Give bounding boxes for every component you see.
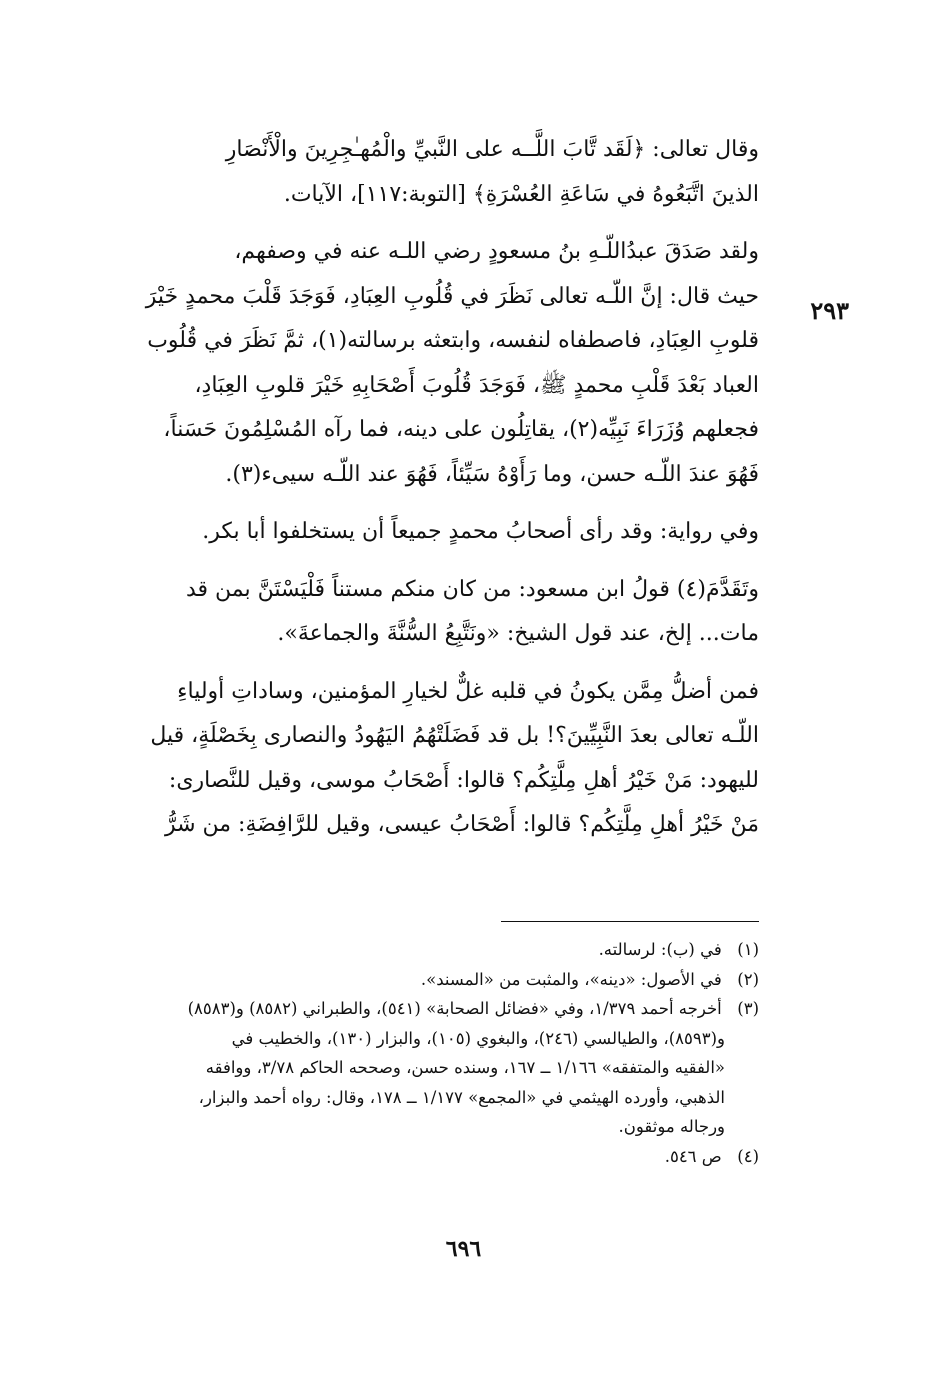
text-line: مَنْ خَيْرُ أهلِ مِلَّتِكُم؟ قالوا: أَصْحَابُ عيسى، وقيل للرَّافِضَةِ: من شَرُّ (164, 812, 759, 837)
text-line: اللّـه تعالى بعدَ النَّبِيِّينَ؟! بل قد فَضَلَتْهُمُ اليَهُودُ والنصارى بِخَصْلَةٍ، قيل (150, 723, 759, 748)
paragraph-5 (91, 670, 759, 848)
text-line: فمن أضلُّ مِمَّن يكونُ في قلبه غلٌّ لخيارِ المؤمنين، وساداتِ أولياءِ (177, 678, 759, 704)
footnote-text: ورجاله موثقون. (618, 1117, 725, 1136)
paragraph-1 (91, 128, 759, 217)
text-line: فَهُوَ عندَ اللّـه حسن، وما رَأَوْهُ سَيِّئاً، فَهُوَ عند اللّـه سيىء(٣). (225, 461, 759, 487)
footnote-2 (91, 965, 759, 995)
footnote-3 (91, 994, 759, 1024)
paragraph-2 (91, 230, 759, 497)
text-line: فجعلهم وُزَرَاءَ نَبِيِّه(٢)، يقاتِلُون على دينه، فما رآه المُسْلِمُونَ حَسَناً، (163, 417, 759, 442)
footnote-text: و(٨٥٩٣)، والطيالسي (٢٤٦)، والبغوي (١٠٥)، والبزار (١٣٠)، والخطيب في (231, 1028, 725, 1048)
text-line: العباد بَعْدَ قَلْبِ محمدٍ ﷺ، فَوَجَدَ قُلُوبَ أَصْحَابِهِ خَيْرَ قلوبِ العِبَادِ، (194, 372, 759, 398)
footnote-text: الذهبي، وأورده الهيثمي في «المجمع» ١/١٧٧ ــ ١٧٨، وقال: رواه أحمد والبزار، (198, 1087, 725, 1107)
paragraph-3 (91, 510, 759, 555)
margin-number: ٢٩٣ (810, 296, 849, 325)
text-line: لليهود: مَنْ خَيْرُ أهلِ مِلَّتِكُم؟ قالوا: أَصْحَابُ موسى، وقيل للنَّصارى: (168, 767, 759, 793)
footnote-text: في الأصول: «دينه»، والمثبت من «المسند». (420, 969, 722, 989)
text-line: حيث قال: إنَّ اللّـه تعالى نَظَرَ في قُلُوبِ العِبَادِ، فَوَجَدَ قَلْبَ محمدٍ خَيْرَ (145, 283, 759, 309)
page-number: ٦٩٦ (445, 1236, 482, 1262)
text-line: وفي رواية: وقد رأى أصحابُ محمدٍ جميعاً أن يستخلفوا أبا بكر. (202, 519, 759, 544)
footnote-text: «الفقيه والمتفقه» ١/١٦٦ ــ ١٦٧، وسنده حسن، وصححه الحاكم ٣/٧٨، ووافقه (205, 1058, 725, 1077)
footnote-1 (91, 935, 759, 965)
footnote-divider (501, 921, 759, 922)
footnote-number: (٤) (737, 1146, 759, 1166)
footnote-text: ص ٥٤٦. (664, 1146, 722, 1166)
footnote-number: (٢) (737, 969, 759, 989)
text-line: ولقد صَدَقَ عبدُاللّـهِ بنُ مسعودٍ رضي اللـه عنه في وصفهم، (234, 239, 759, 264)
footnote-text: أخرجه أحمد ١/٣٧٩، وفي «فضائل الصحابة» (٥٤١)، والطبراني (٨٥٨٢) و(٨٥٨٣) (187, 999, 722, 1018)
footnote-3-continuation (91, 1024, 759, 1142)
paragraph-4 (91, 568, 759, 657)
footnote-4 (91, 1142, 759, 1172)
footnote-text: في (ب): لرسالته. (598, 940, 722, 959)
text-line: قلوبِ العِبَادِ، فاصطفاه لنفسه، وابتعثه برسالته(١)، ثمَّ نَظَرَ في قُلُوب (147, 328, 759, 353)
footnote-number: (٣) (737, 999, 759, 1018)
text-line: وتَقَدَّمَ(٤) قولُ ابن مسعود: من كان منكم مستناً فَلْيَسْتَنَّ بمن قد (185, 576, 759, 602)
footnote-number: (١) (737, 940, 759, 959)
text-line: الذينَ اتَّبَعُوهُ في سَاعَةِ العُسْرَةِ﴾ [التوبة:١١٧]، الآيات. (283, 181, 759, 207)
main-text (91, 128, 759, 848)
text-line: مات... إلخ، عند قول الشيخ: «ونَتَّبِعُ السُّنَّةَ والجماعةَ». (277, 621, 759, 646)
text-line: وقال تعالى: ﴿لَقَد تَّابَ اللَّــه على النَّبيِّ والْمُهـٰجِرِينَ والْأَنْصَارِ (225, 137, 759, 162)
footnotes (91, 935, 759, 1171)
